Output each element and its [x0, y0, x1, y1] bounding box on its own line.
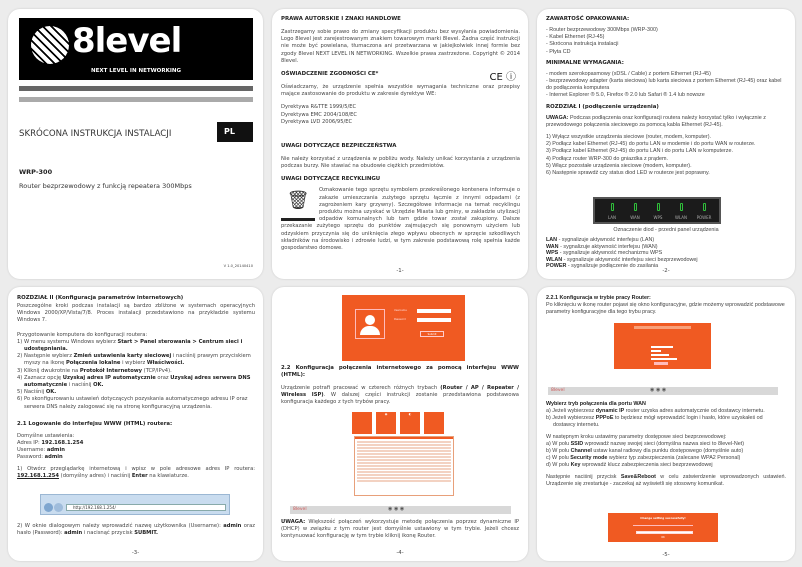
section-heading: 2.2.1 Konfiguracja w trybie pracy Router:	[546, 295, 651, 301]
step	[17, 339, 255, 353]
mode-tile-wisp[interactable]	[424, 412, 444, 434]
final-text	[546, 474, 786, 488]
note-text	[546, 115, 786, 129]
text-segment: OK.	[93, 382, 104, 389]
section-heading: 2.1 Logowanie do interfejsu WWW (HTML) routera:	[17, 420, 173, 427]
default-password	[17, 454, 255, 461]
forward-icon	[54, 503, 63, 512]
password-input[interactable]	[417, 318, 451, 322]
text-segment: a) Jeżeli wybierzesz	[546, 408, 596, 414]
success-dialog-screenshot	[608, 513, 718, 542]
led-description	[546, 244, 698, 251]
text-segment: - sygnalizuje podłączenie do zasilania	[566, 263, 659, 270]
led-indicator: WLAN	[670, 203, 692, 220]
led-caption: Oznaczenie diod - przedni panel urządzenia	[613, 227, 719, 233]
step: 2) Podłącz kabel Ethernet (RJ-45) do portu LAN w modemie i do portu WAN w routerze.	[546, 141, 756, 148]
step	[17, 523, 255, 537]
prep-text: Przygotowanie komputera do konfiguracji routera:	[17, 331, 148, 338]
text-segment: OK.	[45, 389, 57, 396]
section-heading: PRAWA AUTORSKIE I ZNAKI HANDLOWE	[281, 16, 401, 22]
text-segment: router uzyska adres automatycznie od dostawcy internetu.	[624, 408, 765, 414]
list-item: - modem szerokopasmowy (xDSL / Cable) z portem Ethernet (RJ-45)	[546, 70, 711, 77]
section-heading: ROZDZIAŁ I (podłączenie urządzenia)	[546, 103, 659, 110]
text-segment: WLAN	[546, 256, 563, 263]
text-segment: w celu zatwierdzenie wprowadzonych ustawień. Urządzenie się zrestartuje - zaczekaj aż wyświetli się stosowny komunikat.	[546, 473, 786, 487]
page-number: -4-	[396, 550, 404, 556]
list-item	[546, 415, 786, 429]
address-bar: http://192.168.1.254/	[66, 504, 226, 511]
text-segment: d) W polu	[546, 462, 571, 469]
text-segment: 192.168.1.254	[17, 472, 60, 479]
config-page	[8, 287, 263, 561]
list-item	[546, 455, 786, 462]
ce-mark-icon: CE ⓘ	[489, 72, 516, 84]
text-segment: 5) Naciśnij	[17, 389, 46, 396]
text-segment: UWAGA:	[546, 114, 569, 121]
intro-text: Poszczególne kroki podczas instalacji są bardzo zbliżone w systemach operacyjnych Windows 2000/XP/Vista/7/8. Proces instalacji przedstawiono na przykładzie systemu Windows 7.	[17, 303, 255, 324]
text-segment: 6) Po skonfigurowaniu ustawień dotyczących pozyskania automatycznego adresu IP oraz serwera DNS należy zalogować się na stronę konfiguracyjną urządzenia.	[17, 396, 248, 410]
intro-text: Po kliknięciu w ikonę router pojawi się okno konfiguracyjne, gdzie możemy wprowadzić podstawowe parametry konfiguracyjne dla tego trybu pracy.	[546, 302, 785, 316]
text-segment: admin	[46, 447, 65, 454]
text-segment: admin	[223, 523, 242, 529]
list-item: - Płyta CD	[546, 48, 571, 55]
text-segment: PPPoE	[595, 415, 614, 422]
steps-list	[17, 339, 255, 411]
document-title: SKRÓCONA INSTRUKCJA INSTALACJI	[19, 129, 172, 139]
step: 1) Wyłącz wszystkie urządzenia sieciowe (router, modem, komputer).	[546, 134, 712, 141]
user-avatar-icon	[355, 309, 385, 339]
legal-page	[272, 9, 528, 279]
dialog-title: Change setting successfully!	[640, 516, 686, 520]
username-label: Username	[394, 309, 407, 312]
package-list	[546, 27, 786, 56]
default-username	[17, 447, 255, 454]
page-number: -3-	[131, 550, 140, 556]
safety-text: Nie należy korzystać z urządzenia w pobliżu wody. Należy unikać korzystania z urządzenia podczas burzy. Nie stawiać na obudowie ciężkich przedmiotów.	[281, 156, 520, 170]
led-indicator: LAN	[601, 203, 623, 220]
text-segment: ustaw kanał radiowy dla punktu dostępowego (domyślnie auto)	[591, 448, 744, 455]
text-segment: Większość połączeń wykorzystuje metodę połączenia poprzez dynamiczne IP (DHCP) w związku z tym router jest domyślnie ustawiony w tym trybie. Jeżeli chcesz kontynuować konfigurację w tym trybie kliknij ikonę Router.	[281, 519, 519, 540]
text-segment: LAN	[546, 237, 558, 243]
text-segment: Security mode	[570, 455, 608, 462]
text-segment: - sygnalizuje aktywność interfejsu sieci bezprzewodowej	[562, 256, 698, 263]
text-segment: i nacisnąć przycisk	[82, 530, 135, 537]
text-segment: to będziesz mógł wprowadzić login i hasło, które uzyskałeś od dostawcy internetu.	[553, 415, 763, 429]
mode-tile-ap[interactable]: ◉	[376, 412, 396, 434]
led-icon	[634, 203, 637, 211]
led-panel	[593, 197, 721, 224]
progress-bar	[636, 531, 693, 534]
text-segment: WPS	[546, 250, 559, 257]
text-segment: (Router / AP / Repeater / Wireless ISP)	[281, 385, 520, 399]
text-segment: Właściwości.	[146, 360, 185, 367]
text-segment: Połączenia lokalne	[65, 360, 121, 367]
text-segment: wybierz typ zabezpieczenia (zalecane WPA2 Personal)	[607, 455, 741, 462]
text-segment: (TCP/IPv4).	[142, 367, 172, 374]
section-heading: UWAGI DOTYCZĄCE RECYKLINGU	[281, 176, 381, 183]
router-mode-page	[537, 287, 795, 561]
text-segment: oraz	[155, 374, 171, 381]
text-segment: . W dalszej części instrukcji zostanie przedstawiona podstawowa konfiguracja każdego z tych trybów pracy.	[281, 392, 519, 406]
text-segment: WAN	[546, 243, 559, 250]
list-item: - Internet Explorer ® 5.0, Firefox ® 2.0 lub Safari ® 1.4 lub nowsze	[546, 92, 705, 99]
led-icon	[611, 203, 614, 211]
product-subtitle: Router bezprzewodowy z funkcją repeatera 300Mbps	[19, 182, 192, 190]
led-indicator: WPS	[647, 203, 669, 220]
page-number: -5-	[662, 552, 670, 558]
text-segment: SUBMIT.	[134, 530, 158, 537]
section-heading: MINIMALNE WYMAGANIA:	[546, 59, 624, 66]
led-icon	[680, 203, 683, 211]
text-segment: Start > Panel sterowania > Centrum sieci i udostępniania.	[24, 338, 243, 353]
directive: Dyrektywa R&TTE 1999/5/EC	[281, 104, 357, 111]
browser-screenshot	[40, 494, 230, 515]
status-table-screenshot	[354, 436, 454, 496]
text-segment: 3) Kliknij dwukrotnie na	[17, 367, 80, 374]
text-segment: Adres IP:	[17, 440, 42, 447]
footer-bar	[290, 506, 511, 514]
step: 5) Włącz pozostałe urządzenia sieciowe (modem, komputer).	[546, 162, 692, 169]
package-page	[537, 9, 795, 279]
footer-logo: 8level	[293, 507, 307, 512]
text-segment: i naciśnij	[67, 382, 94, 389]
text-segment: Protokół Internetowy	[79, 367, 143, 374]
text-segment: 1) W menu systemu Windows wybierz	[17, 338, 118, 345]
text-segment: Password:	[17, 454, 45, 461]
directives-list	[281, 104, 520, 126]
section-heading: ROZDZIAŁ II (Konfiguracja parametrów internetowych)	[17, 295, 184, 301]
step	[17, 466, 255, 480]
list-item	[546, 441, 786, 448]
ce-text: Oświadczamy, że urządzenie spełnia wszystkie wymagania techniczne oraz przepisy mające zastosowanie do produktu w zakresie dyrektyw WE:	[281, 84, 520, 98]
text-segment: Channel	[570, 448, 592, 455]
text-segment: b) W polu	[546, 448, 571, 455]
text-segment: - sygnalizuje aktywność mechanizmu WPS	[558, 250, 663, 257]
text-segment: 4) Zaznacz opcję	[17, 374, 63, 381]
copyright-text: Zastrzegamy sobie prawo do zmiany specyfikacji produktu bez wysyłania powiadomienia. Logo 8level jest zarejestrowanym znakiem towarowym marki 8level. Żadna część instrukcji nie może być powielana, tłumaczona ani przetwarzana w jakiejkolwiek innej formie bez zgody 8level NEXT LEVEL IN NETWORKING. Wszelkie prawa zastrzeżone. Copyright © 2014 8level.	[281, 29, 520, 64]
mode-tile-router[interactable]	[352, 412, 372, 434]
led-description	[546, 257, 698, 264]
text-segment: - sygnalizuje aktywność interfejsu (WAN)	[558, 243, 658, 250]
text-segment: wprowadź nazwę swojej sieci (domyślna nazwa sieci to 8level-Net)	[583, 440, 745, 447]
model-name: WRP-300	[19, 168, 53, 176]
text-segment: i naciśnij prawym przyciskiem myszy na ikonę	[24, 353, 251, 367]
led-indicator: POWER	[693, 203, 715, 220]
section-heading: 2.2 Konfiguracja połączenia internetowego za pomocą interfejsu WWW (HTML):	[281, 365, 519, 378]
logo-tagline: NEXT LEVEL IN NETWORKING	[90, 68, 182, 74]
submit-button[interactable]: Submit	[420, 331, 444, 337]
back-icon	[44, 503, 53, 512]
router-config-screenshot	[614, 323, 711, 369]
text-segment: b) Jeżeli wybierzesz	[546, 415, 596, 422]
text-segment: Key	[570, 462, 581, 469]
text-segment: admin	[64, 530, 83, 537]
crossed-bin-icon: 🗑	[281, 187, 315, 221]
default-ip	[17, 440, 255, 447]
brand-logo	[19, 18, 253, 80]
requirements-list	[546, 71, 786, 100]
step: 4) Podłącz router WRP-300 do gniazdka z prądem.	[546, 155, 668, 162]
directive: Dyrektywa LVD 2006/95/EC	[281, 118, 353, 125]
wifi-intro: W następnym kroku ustawimy parametry dostępowe sieci bezprzewodowej:	[546, 433, 727, 440]
cover-page	[8, 9, 263, 279]
footer-icons: ◉ ◉ ◉	[388, 506, 405, 512]
step: 3) Podłącz kabel Ethernet (RJ-45) do portu LAN i do portu LAN w komputerze.	[546, 148, 733, 155]
text-segment: Zmień ustawienia karty sieciowej	[73, 353, 172, 360]
text-segment: Uzyskaj adres IP automatycznie	[62, 374, 156, 381]
list-item	[546, 408, 786, 415]
section-heading: ZAWARTOŚĆ OPAKOWANIA:	[546, 16, 630, 22]
list-item	[546, 462, 786, 469]
text-segment: SSID	[570, 440, 584, 447]
section-heading: OŚWIADCZENIE ZGODNOŚCI CE*	[281, 71, 379, 78]
mode-tiles	[352, 412, 462, 434]
led-descriptions	[546, 237, 698, 270]
text-segment: na klawiaturze.	[147, 472, 189, 479]
text-segment: c) W polu	[546, 455, 571, 462]
directive: Dyrektywa EMC 2004/108/EC	[281, 111, 357, 118]
list-item	[546, 448, 786, 455]
text-segment: - sygnalizuje aktywność interfejsu (LAN)	[557, 237, 655, 243]
led-indicator: WAN	[624, 203, 646, 220]
language-badge: PL	[217, 122, 253, 142]
step	[17, 353, 255, 367]
page-number: -1-	[396, 268, 404, 274]
modes-text	[281, 385, 519, 407]
text-segment: Podczas podłączenia oraz konfiguracji routera należy korzystać tylko i wyłącznie z przewodowego połączenia sieciowego za pomocą kabla Ethernet (RJ-45).	[546, 114, 766, 128]
text-segment: 192.168.1.254	[41, 440, 84, 447]
text-segment: (domyślny adres) i naciśnij	[59, 472, 132, 479]
text-segment: Save&Reboot	[620, 473, 656, 480]
text-segment: Enter	[131, 472, 148, 479]
text-segment: oraz hasło (Password):	[17, 523, 256, 537]
step	[17, 368, 255, 375]
web-interface-page	[272, 287, 528, 561]
step: 6) Następnie sprawdź czy status diod LED w routerze jest poprawny.	[546, 170, 710, 177]
text-segment: a) W polu	[546, 440, 571, 447]
list-item: - Router bezprzewodowy 300Mbps (WRP-300)	[546, 27, 658, 33]
footer-icons: ◉ ◉ ◉	[650, 387, 667, 393]
mode-tile-repeater[interactable]: ◐	[400, 412, 420, 434]
steps-list	[546, 134, 786, 177]
router-mode-text	[546, 401, 786, 507]
text-segment: Następnie naciśnij przycisk	[546, 473, 621, 480]
text-segment: wprowadź klucz zabezpieczenia sieci bezprzewodowej	[580, 462, 713, 469]
list-item: - Kabel Ethernet (RJ-45)	[546, 34, 605, 41]
text-segment: Username:	[17, 447, 47, 454]
footer-bar	[548, 387, 778, 395]
step	[17, 396, 255, 410]
note-text	[281, 519, 519, 541]
step	[17, 375, 255, 389]
led-icon	[657, 203, 660, 211]
footer-logo: 8level	[551, 388, 565, 393]
defaults-label: Domyślne ustawienia:	[17, 432, 75, 439]
username-input[interactable]	[417, 309, 451, 313]
version-label: V 1.0_20140410	[223, 264, 253, 268]
list-item: - bezprzewodowy adapter (karta sieciowa) lub karta sieciowa z portem Ethernet (RJ-45) oraz kabel do podłączenia komputera	[546, 78, 782, 92]
section-heading: Wybierz tryb połączenia dla portu WAN	[546, 401, 646, 407]
logo-wordmark: 8level	[72, 21, 182, 61]
text-segment: 2) W oknie dialogowym należy wprowadzić nazwę użytkownika (Username):	[17, 523, 224, 529]
led-description	[546, 250, 698, 257]
divider	[19, 97, 253, 102]
text-segment: 2) Następnie wybierz	[17, 353, 74, 360]
text-segment: admin	[44, 454, 63, 461]
login-screenshot	[342, 295, 465, 361]
text-segment: Uzyskaj adres serwera DNS automatycznie	[24, 374, 251, 389]
text-segment: i wybierz	[120, 360, 147, 367]
recycling-text: Oznakowanie tego sprzętu symbolem przekreślonego kontenera informuje o zakazie umieszczania zużytego sprzętu łącznie z innymi odpadami (z zagrożeniem kary grzywny). Szczegółowe informacje na temat recyklingu produktu można uzyskać w Urzędzie Miasta lub gminy, w zakładzie utylizacji odpadów komunalnych lub tam gdzie towar został zakupiony. Dalsze przekazanie zużytego sprzętu do punktów zajmujących się ponownym użyciem lub odzyskiem przyczynia się do uniknięcia złego wpływu obecnych w sprzęcie szkodliwych składników na środowisko i zdrowie ludzi, w tym zakresie podstawową rolę spełnia każde gospodarstwo domowe.	[281, 187, 520, 252]
section-heading: UWAGI DOTYCZĄCE BEZPIECZEŃSTWA	[281, 143, 397, 150]
text-segment: Urządzenie potrafi pracować w czterech różnych trybach	[281, 385, 441, 391]
text-segment: dynamic IP	[595, 408, 625, 414]
led-icon	[703, 203, 706, 211]
logo-ball-icon	[31, 26, 69, 64]
page-number: -2-	[662, 268, 670, 274]
text-segment: 1) Otwórz przeglądarkę internetową i wpisz w pole adresowe adres IP routera:	[17, 465, 255, 472]
ok-button[interactable]: OK	[661, 536, 665, 539]
list-item: - Skrócona instrukcja instalacji	[546, 41, 619, 48]
divider	[19, 86, 253, 91]
text-segment: UWAGA:	[281, 519, 306, 525]
password-label: Password	[394, 318, 406, 321]
led-description	[546, 237, 698, 244]
text-segment: POWER	[546, 263, 567, 270]
